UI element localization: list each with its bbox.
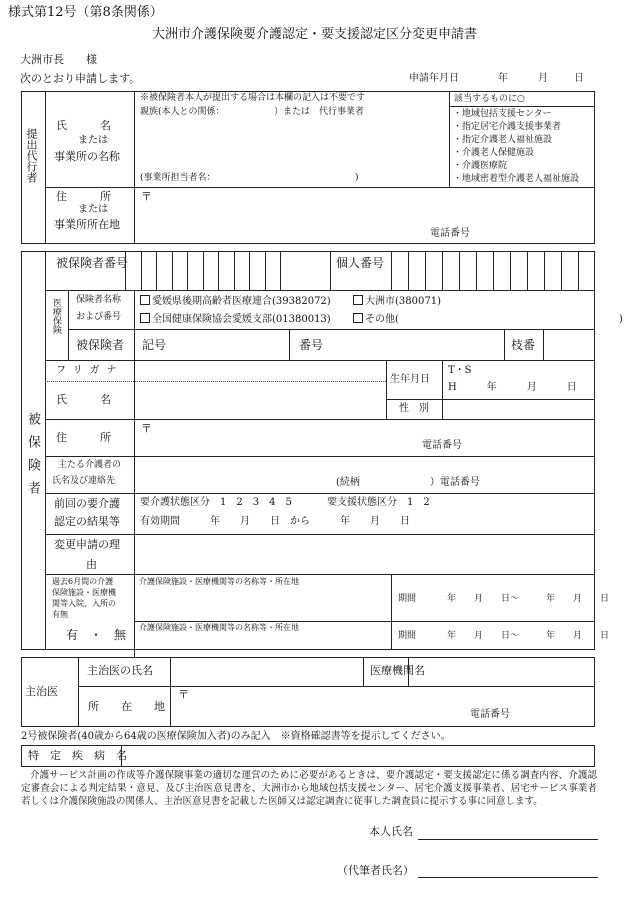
insurer-option-3[interactable]: 全国健康保険協会愛媛支部(01380013) xyxy=(140,313,331,325)
postal-mark: 〒 xyxy=(141,190,152,203)
insurer-option-1[interactable]: 愛媛県後期高齢者医療連合(39382072) xyxy=(140,295,331,307)
signature-line[interactable] xyxy=(418,839,598,840)
option-item[interactable]: ・地域包括支援センター xyxy=(453,109,552,119)
form-number: 様式第12号（第8条関係） xyxy=(8,5,163,20)
agent-section-label: 提出代行者 xyxy=(25,128,38,183)
option-item[interactable]: ・介護医療院 xyxy=(453,161,508,171)
application-form: 様式第12号（第8条関係） 大洲市介護保険要介護認定・要支援認定区分変更申請書 大洲市長 様 次のとおり申請します。 申請年月日 年 月 日 提出代行者 氏 名 または 事業所の名称 ※被保険者本人が提出する場合は本欄の記入は不要です 親族(本人との関係： ）または 代行事業者 (事業所担当者名： ) 該当するものに○ ・地域包括支援センター ・指定居宅介護支援事業者 ・指定介護老人福祉施設 ・介護老人保健施設 ・介護医療院 ・地域密着型介護老人福祉施設 住 所 または 事業所所在地 〒 電話番号 被保険者 被保険者番号 個人番号 医療保険 保険者名称 および番号 愛媛県後期高齢者医療連合(39382072) 大洲市(380071) 全国健康保険協会愛媛支部(01380013) その他( ) 被保険者 記号 番号 枝番 フリガナ 氏 名 生年月日 T・S H 年 月 日 性 別 住 所 〒 電話番号 主たる介護者の 氏名及び連絡先 (続柄 ）電話番号 前回の要介護 認定の結果等 要介護状態区分 1 2 3 4 5 要支援状態区分 1 2 有効期間 年 月 日 から 年 月 日 変更申請の理 由 過去6月間の介護 保険施設・医療機 関等入院、入所の 有無 有 ・ 無 介護保険施設・医療機関等の名称等・所在地 介護保険施設・医療機関等の名称等・所在地 期間 年 月 日～ 年 月 日 期間 年 月 日～ 年 月 日 主治医 主治医の氏名 医療機関名 所 在 地 〒 電話番号 2号被保険者(40歳から64歳の医療保険加入者)のみ記入 ※資格確認書等を提示してください。 特 定 疾 病 名 介護サービス計画の作成等介護保険事業の適切な運営のために必要があるときは、要介護認定・要支援認定に係る調査内容、介護認定審査会による判定結果・意見、及び主治医意見書を、大洲市から地域包括支援センター、居宅介護支援事業者、居宅サービス事業者若しくは介護保険施設の関係人、主治医意見書を記載した医師又は認定調査に従事した調査員に提示する事に同意します。 本人氏名 （代筆者氏名） xyxy=(8,5,623,877)
insured-section-label: 被保険者 xyxy=(25,412,40,504)
signature-label: 本人氏名 xyxy=(369,825,413,838)
option-item[interactable]: ・指定介護老人福祉施設 xyxy=(453,135,553,145)
secondary-insured-note: 2号被保険者(40歳から64歳の医療保険加入者)のみ記入 ※資格確認書等を提示してください。 xyxy=(21,731,451,742)
date-label: 申請年月日 xyxy=(409,73,459,84)
agent-relation[interactable]: 親族(本人との関係： ）または 代行事業者 xyxy=(140,107,365,117)
form-title: 大洲市介護保険要介護認定・要支援認定区分変更申請書 xyxy=(152,27,478,42)
applicable-label: 該当するものに○ xyxy=(454,94,525,104)
insurer-option-4[interactable]: その他( ) xyxy=(353,313,623,325)
consent-text: 介護サービス計画の作成等介護保険事業の適切な運営のために必要があるときは、要介護認定・要支援認定に係る調査内容、介護認定審査会による判定結果・意見、及び主治医意見書を、大洲市から地域包括支援センター、居宅介護支援事業者、居宅サービス事業者若しくは介護保険施設の関係人、主治医意見書を記載した医師又は認定調査に従事した調査員に提示する事に同意します。 xyxy=(21,770,597,807)
date-year[interactable]: 年 xyxy=(498,73,508,84)
proxy-label: （代筆者氏名） xyxy=(337,864,414,877)
doctor-section-label: 主治医 xyxy=(25,685,58,698)
option-item[interactable]: ・地域密着型介護老人福祉施設 xyxy=(453,174,580,184)
option-item[interactable]: ・指定居宅介護支援事業者 xyxy=(453,122,562,132)
proxy-signature-line[interactable] xyxy=(418,877,598,878)
yes-no-choice[interactable]: 有 ・ 無 xyxy=(66,628,127,642)
date-month[interactable]: 月 xyxy=(538,73,548,84)
agent-note: ※被保険者本人が提出する場合は本欄の記入は不要です xyxy=(140,93,366,103)
intro-text: 次のとおり申請します。 xyxy=(20,72,141,85)
insurer-option-2[interactable]: 大洲市(380071) xyxy=(353,295,441,307)
addressee: 大洲市長 様 xyxy=(20,53,97,66)
option-item[interactable]: ・介護老人保健施設 xyxy=(453,148,535,158)
phone-label[interactable]: 電話番号 xyxy=(430,228,470,239)
date-day[interactable]: 日 xyxy=(574,73,584,84)
agent-person-in-charge[interactable]: (事業所担当者名： ) xyxy=(140,173,359,183)
